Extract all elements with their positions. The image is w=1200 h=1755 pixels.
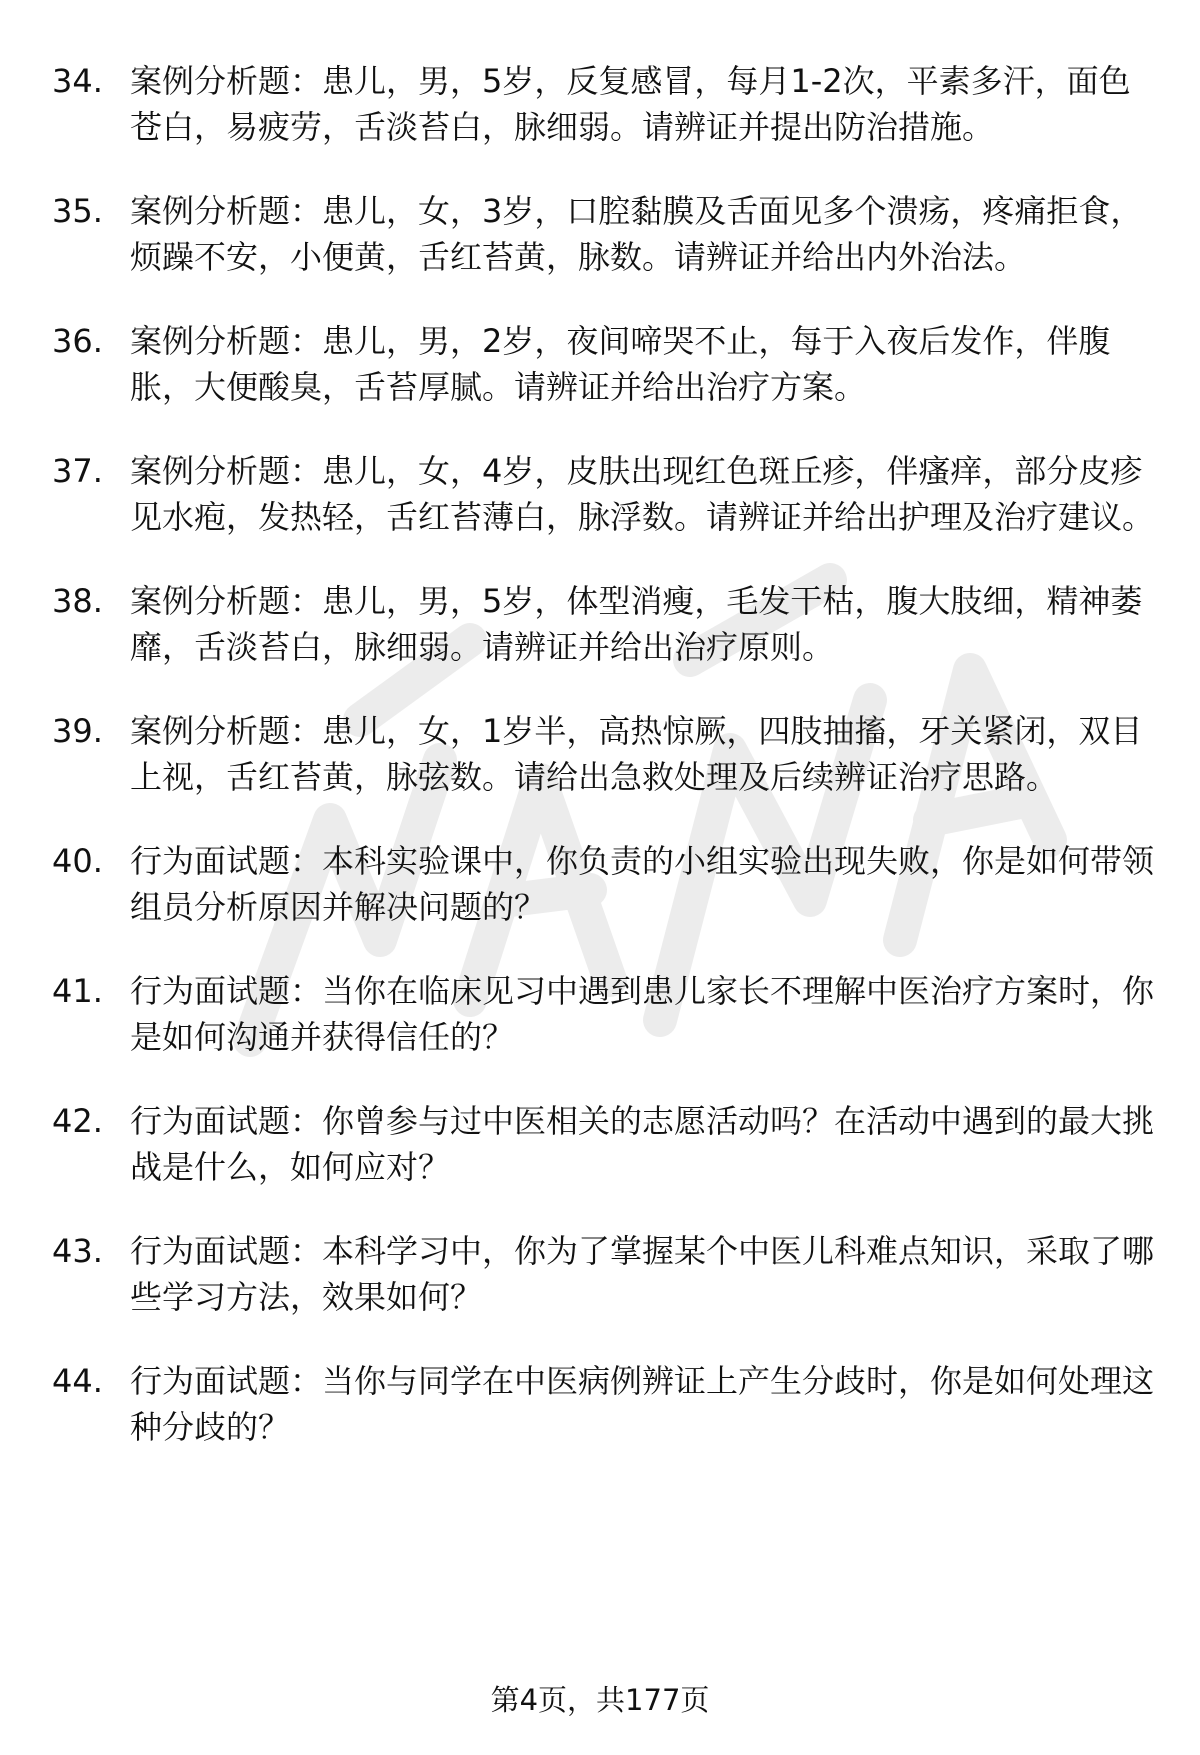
question-item-37 <box>52 448 1162 540</box>
question-text: 案例分析题：患儿，女，3岁，口腔黏膜及舌面见多个溃疡，疼痛拒食，烦躁不安，小便黄，舌红苔黄，脉数。请辨证并给出内外治法。 <box>130 192 1143 276</box>
question-item-38 <box>52 578 1162 670</box>
question-number: 38. <box>52 582 103 620</box>
question-item-39 <box>52 708 1162 800</box>
question-item-35 <box>52 188 1162 280</box>
question-number: 40. <box>52 842 103 880</box>
question-item-34 <box>52 58 1162 150</box>
question-text: 行为面试题：当你与同学在中医病例辨证上产生分歧时，你是如何处理这种分歧的？ <box>130 1362 1155 1446</box>
question-text: 案例分析题：患儿，女，1岁半，高热惊厥，四肢抽搐，牙关紧闭，双目上视，舌红苔黄，脉弦数。请给出急救处理及后续辨证治疗思路。 <box>130 712 1143 796</box>
question-text: 案例分析题：患儿，男，5岁，体型消瘦，毛发干枯，腹大肢细，精神萎靡，舌淡苔白，脉细弱。请辨证并给出治疗原则。 <box>130 582 1143 666</box>
question-item-42 <box>52 1098 1162 1190</box>
question-number: 41. <box>52 972 103 1010</box>
question-text: 案例分析题：患儿，女，4岁，皮肤出现红色斑丘疹，伴瘙痒，部分皮疹见水疱，发热轻，舌红苔薄白，脉浮数。请辨证并给出护理及治疗建议。 <box>130 452 1155 536</box>
question-text: 行为面试题：你曾参与过中医相关的志愿活动吗？在活动中遇到的最大挑战是什么，如何应对？ <box>130 1102 1155 1186</box>
question-item-44 <box>52 1358 1162 1450</box>
question-text: 案例分析题：患儿，男，5岁，反复感冒，每月1-2次，平素多汗，面色苍白，易疲劳，舌淡苔白，脉细弱。请辨证并提出防治措施。 <box>130 62 1131 146</box>
question-item-43 <box>52 1228 1162 1320</box>
question-text: 行为面试题：本科学习中，你为了掌握某个中医儿科难点知识，采取了哪些学习方法，效果如何？ <box>130 1232 1155 1316</box>
question-list <box>52 58 1162 1488</box>
question-text: 行为面试题：本科实验课中，你负责的小组实验出现失败，你是如何带领组员分析原因并解决问题的？ <box>130 842 1155 926</box>
question-item-40 <box>52 838 1162 930</box>
question-number: 42. <box>52 1102 103 1140</box>
question-number: 37. <box>52 452 103 490</box>
question-item-41 <box>52 968 1162 1060</box>
question-number: 34. <box>52 62 103 100</box>
question-number: 39. <box>52 712 103 750</box>
question-number: 44. <box>52 1362 103 1400</box>
question-number: 43. <box>52 1232 103 1270</box>
question-text: 行为面试题：当你在临床见习中遇到患儿家长不理解中医治疗方案时，你是如何沟通并获得信任的？ <box>130 972 1155 1056</box>
question-number: 35. <box>52 192 103 230</box>
question-item-36 <box>52 318 1162 410</box>
question-number: 36. <box>52 322 103 360</box>
page-number-footer: 第4页，共177页 <box>490 1683 710 1717</box>
question-text: 案例分析题：患儿，男，2岁，夜间啼哭不止，每于入夜后发作，伴腹胀，大便酸臭，舌苔厚腻。请辨证并给出治疗方案。 <box>130 322 1111 406</box>
